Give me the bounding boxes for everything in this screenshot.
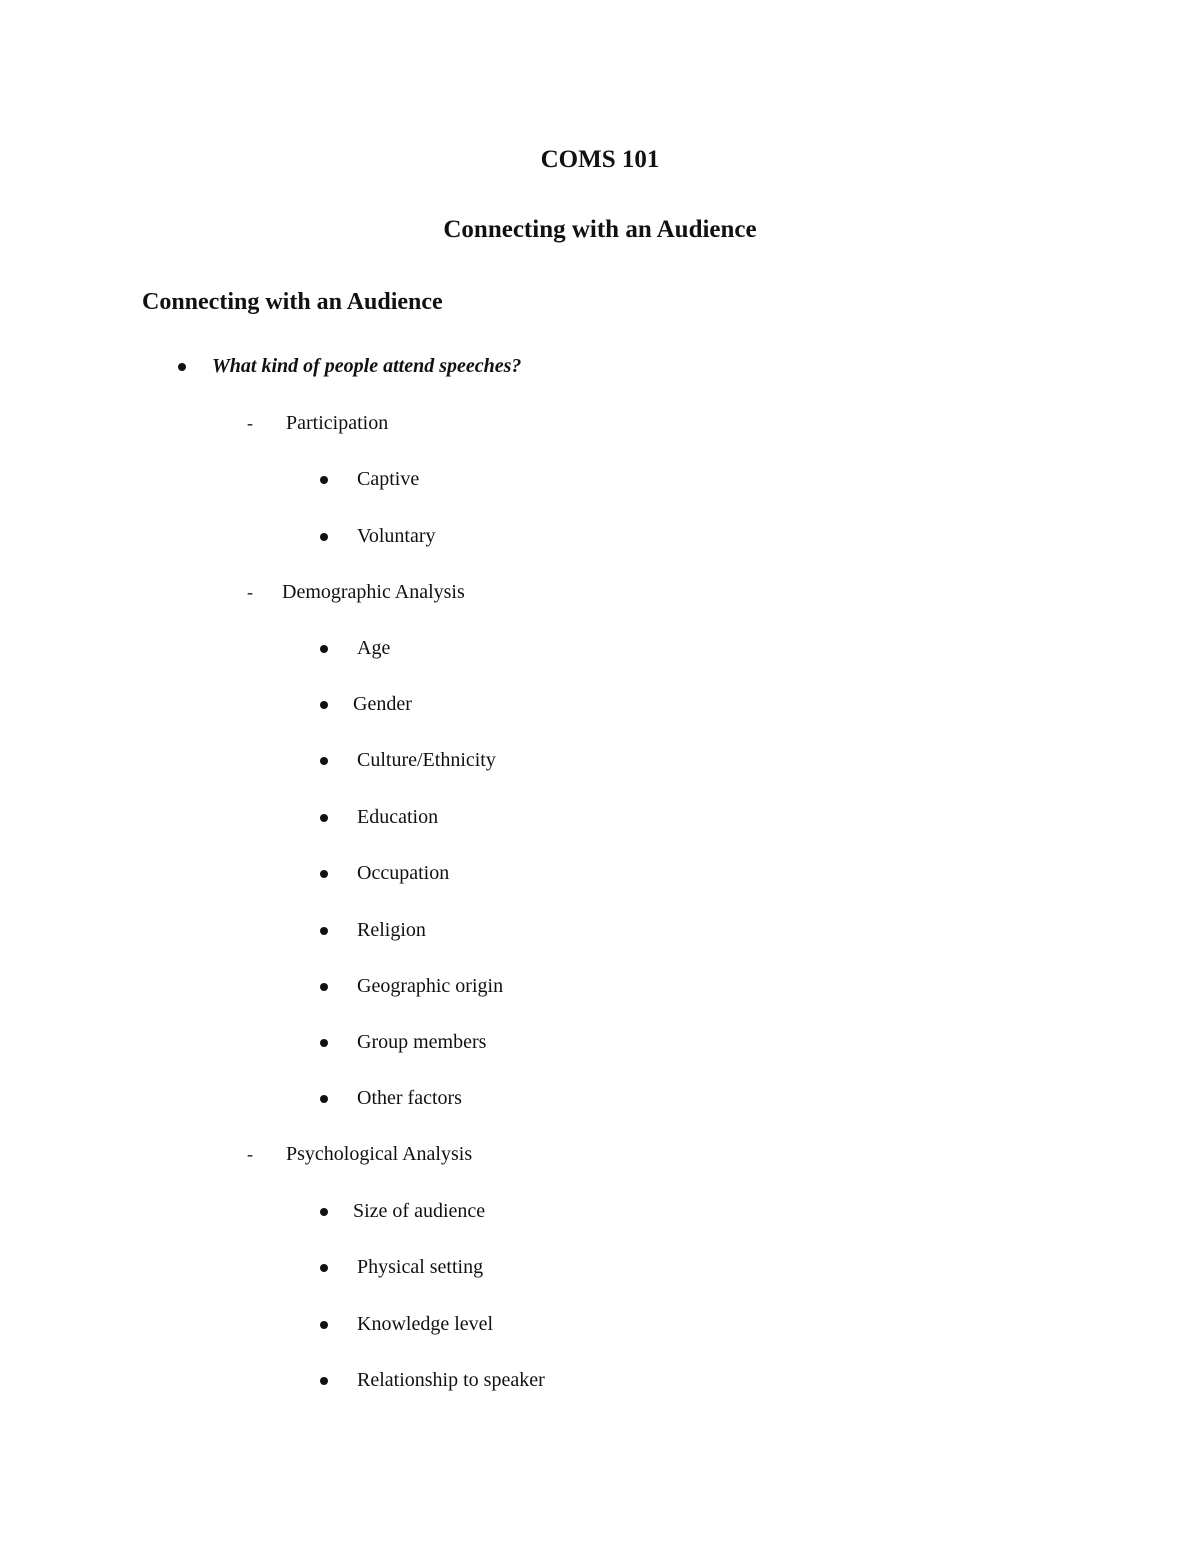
list-item-label: Occupation [357,862,450,884]
list-item [314,634,814,662]
group-label-demographic: Demographic Analysis [282,581,465,603]
list-item-label: Geographic origin [357,975,504,997]
list-item [314,1028,814,1056]
list-item-label: Age [357,637,391,659]
list-item-label: Voluntary [357,525,436,547]
bullet-icon [314,690,334,718]
list-item [314,916,814,944]
group-label-participation: Participation [286,412,389,434]
list-item [314,1253,814,1281]
list-item-label: Size of audience [353,1200,486,1222]
bullet-icon [314,465,334,493]
list-item-label: Knowledge level [357,1313,494,1335]
dash-marker: - [247,1144,253,1164]
bullet-icon [314,916,334,944]
bullet-icon [314,634,334,662]
list-item [314,1197,814,1225]
list-item [314,746,814,774]
list-item-label: Physical setting [357,1256,484,1278]
list-item-group [240,578,740,606]
list-item [314,859,814,887]
list-item-label: Other factors [357,1087,462,1109]
bullet-icon [314,1310,334,1338]
bullet-icon [314,803,334,831]
list-item [314,522,814,550]
list-item [314,1366,814,1394]
list-item-label: Captive [357,468,420,490]
course-code: COMS 101 [540,146,660,173]
list-item [314,1310,814,1338]
list-item-label: Relationship to speaker [357,1369,545,1391]
bullet-icon [172,352,192,380]
list-item [314,465,814,493]
list-item-label: Culture/Ethnicity [357,749,496,771]
list-item-label: Group members [357,1031,487,1053]
question-text: What kind of people attend speeches? [212,355,522,377]
list-item [314,690,814,718]
list-item-label: Religion [357,919,426,941]
group-label-psychological: Psychological Analysis [286,1143,473,1165]
list-item-question [170,352,770,380]
bullet-icon [314,1084,334,1112]
bullet-icon [314,1028,334,1056]
bullet-icon [314,1253,334,1281]
bullet-icon [314,522,334,550]
bullet-icon [314,1197,334,1225]
list-item-group [240,409,740,437]
bullet-icon [314,859,334,887]
list-item [314,803,814,831]
bullet-icon [314,746,334,774]
list-item [314,1084,814,1112]
dash-marker: - [247,582,253,602]
list-item-label: Gender [353,693,412,715]
dash-marker: - [247,413,253,433]
list-item-label: Education [357,806,439,828]
bullet-icon [314,972,334,1000]
list-item [314,972,814,1000]
section-heading: Connecting with an Audience [142,289,443,315]
list-item-group [240,1140,740,1168]
bullet-icon [314,1366,334,1394]
document-title: Connecting with an Audience [443,216,757,243]
